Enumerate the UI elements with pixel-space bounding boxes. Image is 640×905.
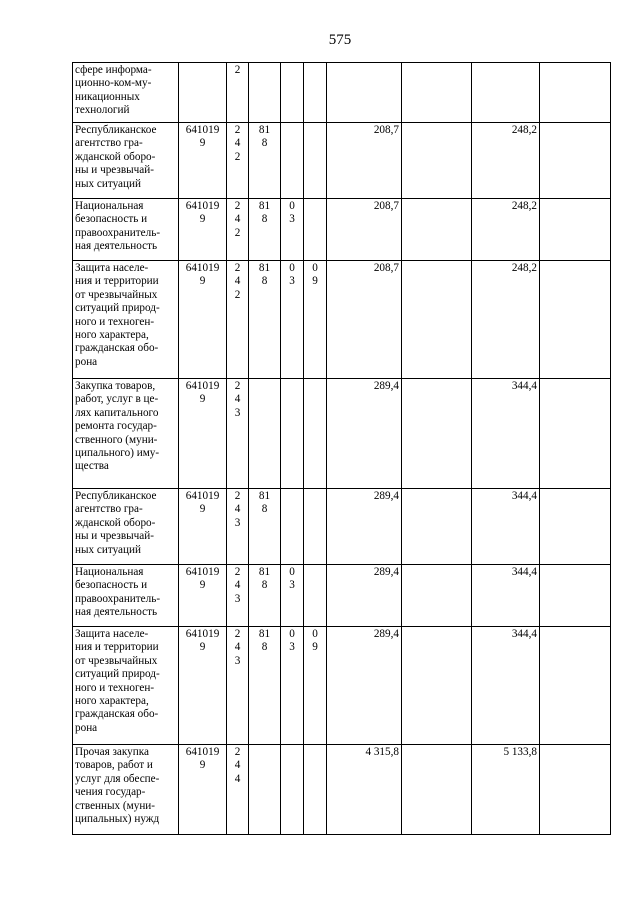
cell-text-line: 3 [234, 516, 241, 529]
cell-text-line: 4 [234, 213, 241, 226]
cell-subsection [304, 745, 327, 835]
cell-target-code [179, 123, 227, 199]
cell-text-line: 81 [258, 490, 271, 502]
cell-name [73, 123, 179, 199]
cell-expense-type [227, 489, 249, 565]
cell-text-line: 641019 [185, 746, 220, 758]
cell-text-line: рона [75, 355, 98, 368]
cell-text-line: 641019 [185, 490, 220, 502]
cell-text-line: 4 [234, 393, 241, 406]
cell-text-line: 2 [234, 628, 241, 640]
cell-target-code [179, 261, 227, 379]
cell-amount-year-1: 289,4 [327, 489, 402, 565]
cell-expense-type [227, 627, 249, 745]
cell-text-line: ного и техноген- [75, 681, 155, 694]
cell-ministry-code [249, 565, 281, 627]
cell-text-line: 2 [234, 490, 241, 502]
cell-amount-year-1 [327, 63, 402, 123]
cell-text-line: Национальная [75, 566, 144, 578]
cell-empty [402, 379, 472, 489]
cell-empty [540, 489, 611, 565]
cell-text-line: никационных [75, 90, 140, 103]
cell-ministry-code [249, 379, 281, 489]
cell-text-line: лях капитального [75, 406, 159, 419]
cell-text-line: агентство гра- [75, 503, 143, 516]
cell-text-line: 9 [199, 759, 206, 772]
cell-text-line: работ, услуг в це- [75, 393, 159, 406]
cell-text-line: ционно-ком-му- [75, 77, 152, 90]
cell-text-line: 81 [258, 628, 271, 640]
cell-text-line: 8 [261, 641, 268, 654]
cell-text-line: 0 [289, 262, 295, 274]
cell-text-line: жданской оборо- [75, 516, 156, 529]
cell-text-line: правоохранитель- [75, 592, 161, 605]
cell-expense-type [227, 63, 249, 123]
cell-text-line: 641019 [185, 380, 220, 392]
cell-text-line: гражданская обо- [75, 708, 159, 721]
cell-text-line: 8 [261, 213, 268, 226]
cell-text-line: 4 [234, 137, 241, 150]
cell-text-line: ципального) иму- [75, 447, 160, 460]
cell-text-line: 3 [289, 275, 295, 288]
cell-text-line: ных ситуаций [75, 543, 141, 556]
cell-section [281, 565, 304, 627]
cell-target-code [179, 379, 227, 489]
cell-amount-year-1: 208,7 [327, 123, 402, 199]
cell-text-line: 4 [234, 772, 241, 785]
cell-empty [402, 565, 472, 627]
cell-text-line: гражданская обо- [75, 342, 159, 355]
cell-text-line: агентство гра- [75, 137, 143, 150]
cell-text-line: ного и техноген- [75, 315, 155, 328]
cell-text-line: 0 [312, 628, 318, 640]
cell-ministry-code [249, 123, 281, 199]
cell-empty [402, 627, 472, 745]
cell-text-line: ных ситуаций [75, 177, 141, 190]
cell-text-line: 9 [199, 641, 206, 654]
table-row [73, 261, 611, 379]
cell-target-code [179, 489, 227, 565]
cell-text-line: Республиканское [75, 490, 157, 502]
cell-target-code [179, 63, 227, 123]
cell-text-line: ситуаций природ- [75, 668, 160, 681]
cell-text-line: щества [75, 460, 109, 473]
cell-empty [402, 123, 472, 199]
cell-empty [540, 379, 611, 489]
cell-text-line: 81 [258, 262, 271, 274]
cell-text-line: ны и чрезвычай- [75, 164, 154, 177]
cell-subsection [304, 565, 327, 627]
cell-subsection [304, 627, 327, 745]
cell-text-line: ственных (муни- [75, 799, 156, 812]
table-row [73, 199, 611, 261]
cell-subsection [304, 261, 327, 379]
cell-text-line: 9 [199, 579, 206, 592]
cell-text-line: 8 [261, 275, 268, 288]
cell-text-line: 4 [234, 759, 241, 772]
table-row [73, 565, 611, 627]
cell-empty [540, 199, 611, 261]
cell-amount-year-2 [472, 63, 540, 123]
cell-text-line: жданской оборо- [75, 150, 156, 163]
cell-amount-year-2: 248,2 [472, 261, 540, 379]
cell-text-line: 2 [234, 226, 241, 239]
cell-amount-year-2: 248,2 [472, 123, 540, 199]
cell-text-line: Защита населе- [75, 628, 149, 640]
cell-text-line: 3 [234, 654, 241, 667]
cell-text-line: 0 [289, 628, 295, 640]
cell-text-line: 2 [234, 150, 241, 163]
cell-amount-year-2: 5 133,8 [472, 745, 540, 835]
cell-name [73, 489, 179, 565]
cell-name [73, 379, 179, 489]
cell-expense-type [227, 199, 249, 261]
cell-text-line: ственного (муни- [75, 433, 158, 446]
cell-section [281, 379, 304, 489]
cell-text-line: 9 [312, 275, 318, 288]
cell-expense-type [227, 745, 249, 835]
cell-empty [402, 199, 472, 261]
cell-text-line: ного характера, [75, 329, 149, 342]
cell-text-line: Республиканское [75, 124, 157, 136]
cell-amount-year-2: 344,4 [472, 565, 540, 627]
cell-section [281, 199, 304, 261]
cell-text-line: 3 [234, 406, 241, 419]
cell-text-line: безопасность и [75, 579, 148, 592]
cell-subsection [304, 123, 327, 199]
budget-table-body [73, 63, 611, 835]
cell-text-line: 0 [312, 262, 318, 274]
cell-empty [540, 565, 611, 627]
cell-section [281, 123, 304, 199]
cell-text-line: 641019 [185, 200, 220, 212]
cell-text-line: 641019 [185, 566, 220, 578]
cell-text-line: 8 [261, 137, 268, 150]
cell-text-line: 641019 [185, 262, 220, 274]
cell-text-line: ного характера, [75, 695, 149, 708]
cell-text-line: 81 [258, 200, 271, 212]
cell-text-line: сфере информа- [75, 64, 152, 76]
cell-text-line: ны и чрезвычай- [75, 530, 154, 543]
cell-text-line: 2 [234, 64, 241, 76]
cell-text-line: ная деятельность [75, 240, 158, 253]
cell-ministry-code [249, 199, 281, 261]
cell-text-line: рона [75, 721, 98, 734]
page-number: 575 [328, 32, 352, 48]
cell-name [73, 627, 179, 745]
cell-text-line: 2 [234, 566, 241, 578]
budget-table [72, 62, 611, 835]
cell-text-line: 4 [234, 275, 241, 288]
cell-expense-type [227, 565, 249, 627]
cell-expense-type [227, 261, 249, 379]
cell-text-line: 4 [234, 641, 241, 654]
cell-amount-year-1: 208,7 [327, 261, 402, 379]
cell-text-line: 2 [234, 288, 241, 301]
cell-empty [540, 627, 611, 745]
cell-target-code [179, 745, 227, 835]
cell-text-line: 2 [234, 262, 241, 274]
cell-subsection [304, 489, 327, 565]
cell-text-line: технологий [75, 104, 130, 117]
cell-text-line: 3 [289, 579, 295, 592]
cell-text-line: 8 [261, 503, 268, 516]
cell-name [73, 199, 179, 261]
cell-text-line: 2 [234, 124, 241, 136]
cell-empty [540, 63, 611, 123]
cell-text-line: ная деятельность [75, 606, 158, 619]
table-row [73, 63, 611, 123]
cell-subsection [304, 379, 327, 489]
table-row [73, 123, 611, 199]
cell-text-line: 2 [234, 746, 241, 758]
cell-text-line: 81 [258, 566, 271, 578]
cell-text-line: 0 [289, 566, 295, 578]
cell-section [281, 489, 304, 565]
cell-text-line: 2 [234, 380, 241, 392]
cell-section [281, 63, 304, 123]
cell-empty [402, 261, 472, 379]
table-row [73, 489, 611, 565]
cell-ministry-code [249, 745, 281, 835]
table-row [73, 745, 611, 835]
cell-text-line: 9 [199, 213, 206, 226]
cell-text-line: 4 [234, 579, 241, 592]
cell-amount-year-2: 344,4 [472, 379, 540, 489]
cell-text-line: Прочая закупка [75, 746, 149, 758]
cell-section [281, 261, 304, 379]
cell-ministry-code [249, 63, 281, 123]
cell-text-line: ния и территории [75, 275, 159, 288]
cell-target-code [179, 565, 227, 627]
cell-empty [402, 745, 472, 835]
cell-text-line: 8 [261, 579, 268, 592]
cell-ministry-code [249, 627, 281, 745]
cell-text-line: 2 [234, 200, 241, 212]
cell-text-line: 3 [289, 213, 295, 226]
cell-text-line: 641019 [185, 124, 220, 136]
cell-section [281, 627, 304, 745]
cell-subsection [304, 63, 327, 123]
cell-text-line: ситуаций природ- [75, 302, 160, 315]
cell-ministry-code [249, 261, 281, 379]
cell-empty [540, 123, 611, 199]
cell-text-line: 0 [289, 200, 295, 212]
cell-text-line: 9 [199, 503, 206, 516]
table-row [73, 379, 611, 489]
cell-name [73, 745, 179, 835]
cell-text-line: ремонта государ- [75, 420, 157, 433]
cell-text-line: 3 [234, 592, 241, 605]
cell-text-line: чения государ- [75, 786, 146, 799]
cell-ministry-code [249, 489, 281, 565]
cell-text-line: 4 [234, 503, 241, 516]
cell-amount-year-1: 289,4 [327, 565, 402, 627]
cell-amount-year-1: 289,4 [327, 627, 402, 745]
table-row [73, 627, 611, 745]
cell-subsection [304, 199, 327, 261]
cell-text-line: 641019 [185, 628, 220, 640]
cell-text-line: 9 [199, 393, 206, 406]
cell-empty [402, 489, 472, 565]
cell-expense-type [227, 123, 249, 199]
cell-text-line: от чрезвычайных [75, 288, 158, 301]
cell-text-line: услуг для обеспе- [75, 772, 160, 785]
cell-target-code [179, 199, 227, 261]
cell-text-line: ния и территории [75, 641, 159, 654]
cell-amount-year-1: 289,4 [327, 379, 402, 489]
cell-text-line: 3 [289, 641, 295, 654]
cell-text-line: ципальных) нужд [75, 813, 160, 826]
cell-text-line: 9 [199, 275, 206, 288]
cell-name [73, 261, 179, 379]
cell-expense-type [227, 379, 249, 489]
cell-empty [402, 63, 472, 123]
cell-text-line: Защита населе- [75, 262, 149, 274]
cell-amount-year-2: 248,2 [472, 199, 540, 261]
cell-amount-year-1: 208,7 [327, 199, 402, 261]
cell-empty [540, 745, 611, 835]
cell-text-line: от чрезвычайных [75, 654, 158, 667]
cell-text-line: Закупка товаров, [75, 380, 156, 392]
cell-text-line: Национальная [75, 200, 144, 212]
cell-text-line: товаров, работ и [75, 759, 153, 772]
cell-amount-year-2: 344,4 [472, 627, 540, 745]
cell-name [73, 565, 179, 627]
cell-text-line: 81 [258, 124, 271, 136]
cell-text-line: 9 [199, 137, 206, 150]
cell-amount-year-2: 344,4 [472, 489, 540, 565]
cell-text-line: безопасность и [75, 213, 148, 226]
cell-amount-year-1: 4 315,8 [327, 745, 402, 835]
cell-empty [540, 261, 611, 379]
cell-text-line: 9 [312, 641, 318, 654]
cell-name [73, 63, 179, 123]
cell-section [281, 745, 304, 835]
cell-text-line: правоохранитель- [75, 226, 161, 239]
cell-target-code [179, 627, 227, 745]
